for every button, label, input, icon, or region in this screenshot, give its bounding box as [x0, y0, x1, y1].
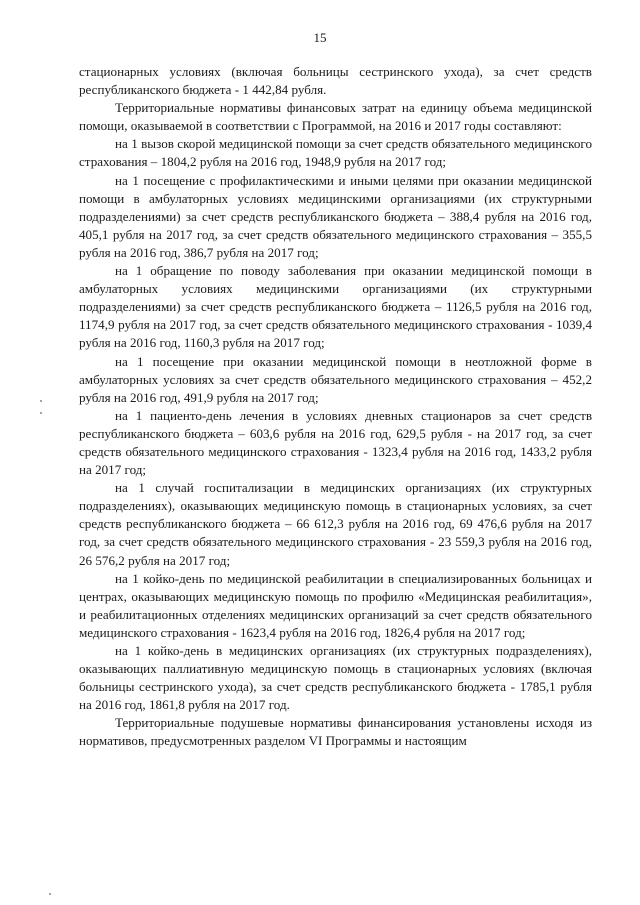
scan-speck	[49, 893, 51, 895]
paragraph-9: на 1 койко-день по медицинской реабилитации в специализированных больницах и центрах, оказывающих медицинскую помощь по профилю «Медицинская реабилитация», и реабилитационных отделениях медицинских организаций за счет средств обязательного медицинского страхования - 1623,4 рубля на 2016 год, 1826,4 рубля на 2017 год;	[79, 570, 592, 640]
paragraph-10: на 1 койко-день в медицинских организациях (их структурных подразделениях), оказывающих паллиативную медицинскую помощь в стационарных условиях (включая больницы сестринского ухода), за счет средств республиканского бюджета - 1785,1 рубля на 2016 год, 1861,8 рубля на 2017 год.	[79, 643, 592, 713]
paragraph-5: на 1 обращение по поводу заболевания при оказании медицинской помощи в амбулаторных условиях медицинскими организациями (их структурными подразделениями) за счет средств республиканского бюджета – 1126,5 рубля на 2016 год, 1174,9 рубля на 2017 год, за счет средств обязательного медицинского страхования - 1039,4 рубля на 2016 год, 1160,3 рубля на 2017 год;	[79, 263, 592, 351]
paragraph-4: на 1 посещение с профилактическими и иными целями при оказании медицинской помощи в амбулаторных условиях медицинскими организациями (их структурными подразделениями) за счет средств республиканского бюджета – 388,4 рубля на 2016 год, 405,1 рубля на 2017 год, за счет средств обязательного медицинского страхования – 355,5 рубля на 2016 год, 386,7 рубля на 2017 год;	[79, 172, 592, 260]
paragraph-2: Территориальные нормативы финансовых затрат на единицу объема медицинской помощи, оказываемой в соответствии с Программой, на 2016 и 2017 годы составляют:	[79, 100, 592, 134]
paragraph-1: стационарных условиях (включая больницы сестринского ухода), за счет средств республиканского бюджета - 1 442,84 рубля.	[79, 64, 592, 98]
paragraph-8: на 1 случай госпитализации в медицинских организациях (их структурных подразделениях), оказывающих медицинскую помощь в стационарных условиях, за счет средств республиканского бюджета – 66 612,3 рубля на 2016 год, 69 476,6 рубля на 2017 год, за счет средств обязательного медицинского страхования - 23 559,3 рубля на 2016 год, 26 576,2 рубля на 2017 год;	[79, 480, 592, 568]
document-body	[79, 63, 592, 751]
scan-speck	[40, 400, 42, 402]
paragraph-6: на 1 посещение при оказании медицинской помощи в неотложной форме в амбулаторных условиях за счет средств обязательного медицинского страхования – 452,2 рубля на 2016 год, 491,9 рубля на 2017 год;	[79, 353, 592, 405]
scan-speck	[40, 412, 42, 414]
paragraph-7: на 1 пациенто-день лечения в условиях дневных стационаров за счет средств республиканского бюджета – 603,6 рубля на 2016 год, 629,5 рубля - на 2017 год, за счет средств обязательного медицинского страхования - 1323,4 рубля на 2016 год, 1433,2 рубля на 2017 год;	[79, 407, 592, 478]
page-number: 15	[313, 30, 327, 45]
paragraph-3: на 1 вызов скорой медицинской помощи за счет средств обязательного медицинского страхования – 1804,2 рубля на 2016 год, 1948,9 рубля на 2017 год;	[79, 136, 592, 170]
paragraph-11: Территориальные подушевые нормативы финансирования установлены исходя из нормативов, предусмотренных разделом VI Программы и настоящим	[79, 715, 592, 749]
